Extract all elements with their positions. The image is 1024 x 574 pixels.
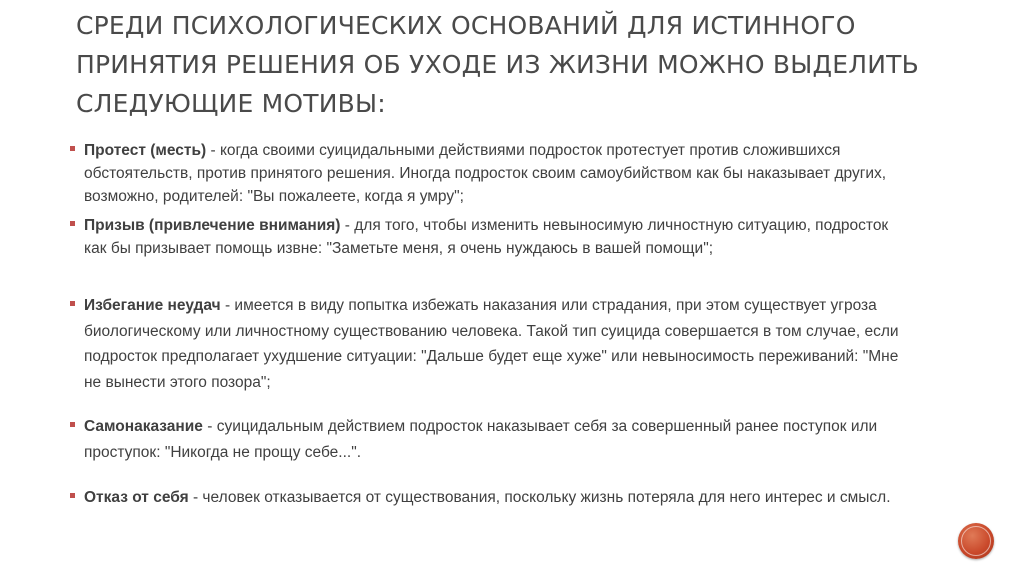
item-term: Избегание неудач — [84, 297, 221, 314]
square-bullet-icon — [70, 493, 75, 498]
list-item — [84, 214, 904, 260]
square-bullet-icon — [70, 422, 75, 427]
list-item — [84, 414, 904, 465]
item-text: - имеется в виду попытка избежать наказания или страдания, при этом существует угроза биологическому или личностному существованию человека. Такой тип суицида совершается в том случае, если подросток предполагает ухудшение ситуации: "Дальше будет еще хуже" или невыносимость переживаний: "Мне не вынести этого позора"; — [84, 297, 899, 391]
item-text: - когда своими суицидальными действиями подросток протестует против сложившихся обстоятельств, против принятого решения. Иногда подросток своим самоубийством как бы наказывает других, возможно, родителей: "Вы пожалеете, когда я умру"; — [84, 142, 887, 205]
item-term: Самонаказание — [84, 418, 203, 435]
item-term: Отказ от себя — [84, 489, 189, 506]
item-text: - человек отказывается от существования, поскольку жизнь потеряла для него интерес и смысл. — [188, 489, 891, 506]
list-item — [84, 485, 904, 511]
square-bullet-icon — [70, 301, 75, 306]
square-bullet-icon — [70, 146, 75, 151]
circle-nav-icon[interactable] — [958, 523, 994, 559]
item-text: - для того, чтобы изменить невыносимую личностную ситуацию, подросток как бы призывает помощь извне: "Заметьте меня, я очень нуждаюсь в вашей помощи"; — [84, 217, 889, 257]
item-text: - суицидальным действием подросток наказывает себя за совершенный ранее поступок или проступок: "Никогда не прощу себе...". — [84, 418, 878, 461]
item-term: Протест (месть) — [84, 142, 207, 159]
square-bullet-icon — [70, 221, 75, 226]
slide-title: СРЕДИ ПСИХОЛОГИЧЕСКИХ ОСНОВАНИЙ ДЛЯ ИСТИННОГО ПРИНЯТИЯ РЕШЕНИЯ ОБ УХОДЕ ИЗ ЖИЗНИ МОЖНО ВЫДЕЛИТЬ СЛЕДУЮЩИЕ МОТИВЫ: — [76, 11, 919, 118]
list-item — [84, 293, 904, 395]
item-term: Призыв (привлечение внимания) — [84, 217, 341, 234]
list-item — [84, 139, 904, 208]
